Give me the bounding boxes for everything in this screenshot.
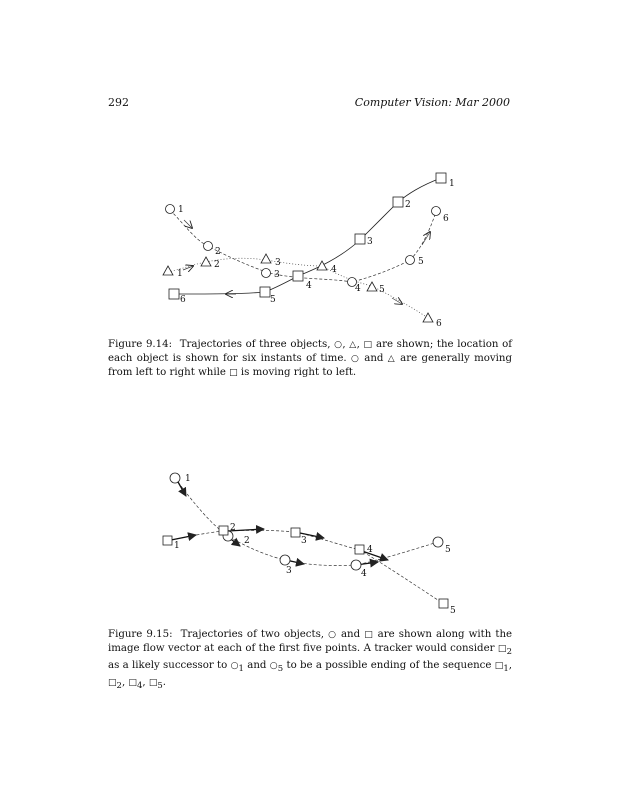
square-symbol-icon: □ xyxy=(128,678,137,689)
circle-label: 1 xyxy=(185,474,191,484)
circle-marker xyxy=(170,473,180,483)
subscript: 1 xyxy=(503,664,509,675)
square-symbol-icon: □ xyxy=(108,678,117,689)
subscript: 1 xyxy=(238,664,244,675)
caption-text: are generally moving from left to right while xyxy=(108,353,513,378)
square-symbol-icon: □ xyxy=(229,368,238,378)
caption-figure-number: Figure 9.14: xyxy=(108,339,173,350)
square-label: 5 xyxy=(270,295,276,305)
circle-symbol-icon: ○ xyxy=(269,661,278,672)
figure-9-15-caption: Figure 9.15: Trajectories of two objects, ○ and □ are shown along with the image flow vector at each of the first five points. A tracker would consider $□_2$ as a likely successor to $○_1$ and $○_5$ to be a possible ending of the sequence $□_1$, $□_2$, $□_4$, $□_5$. xyxy=(108,629,513,692)
caption-text: are shown along with the image flow vector at each of the first five points. A tracker would consider xyxy=(108,629,513,654)
triangle-label: 2 xyxy=(214,260,220,270)
circle-trajectory-path xyxy=(175,478,438,565)
flow-vector xyxy=(362,551,388,560)
square-symbol-icon: □ xyxy=(148,678,158,689)
triangle-marker xyxy=(367,282,377,291)
square-label: 1 xyxy=(174,541,180,551)
page-number: 292 xyxy=(108,96,129,109)
square-marker xyxy=(260,287,270,297)
square-marker xyxy=(293,271,303,281)
caption-figure-number: Figure 9.15: xyxy=(108,629,173,640)
flow-vector xyxy=(171,535,196,540)
square-label: 2 xyxy=(244,536,250,546)
circle-symbol-icon: ○ xyxy=(230,661,239,672)
square-label: 3 xyxy=(367,237,373,247)
square-label: 4 xyxy=(367,545,373,555)
figure-9-14 xyxy=(163,173,455,329)
triangle-trajectory-path xyxy=(168,258,428,318)
circle-label: 5 xyxy=(445,545,451,555)
square-trajectory-path xyxy=(174,178,441,294)
square-label: 1 xyxy=(449,179,455,189)
square-label: 5 xyxy=(450,606,456,616)
triangle-symbol-icon: △ xyxy=(349,340,357,350)
circle-marker xyxy=(351,560,361,570)
circle-label: 3 xyxy=(286,566,292,576)
square-label: 3 xyxy=(301,536,307,546)
circle-label: 3 xyxy=(274,270,280,280)
square-label: 4 xyxy=(306,281,312,291)
circle-label: 2 xyxy=(230,523,236,533)
caption-text: are shown; the location of each object is shown for six instants of time. xyxy=(108,339,512,364)
caption-text: and xyxy=(364,353,384,364)
figure-9-15 xyxy=(163,473,456,616)
circle-symbol-icon: ○ xyxy=(328,630,337,640)
square-marker xyxy=(355,234,365,244)
square-label: 2 xyxy=(405,200,411,210)
circle-marker xyxy=(262,269,271,278)
triangle-marker xyxy=(163,266,173,275)
circle-label: 6 xyxy=(443,214,449,224)
square-marker xyxy=(355,545,364,554)
square-symbol-icon: □ xyxy=(364,630,374,640)
square-marker xyxy=(163,536,172,545)
circle-marker xyxy=(406,256,415,265)
caption-text: is moving right to left. xyxy=(240,367,357,378)
caption-text: as a likely successor to xyxy=(108,660,228,672)
square-symbol-icon: □ xyxy=(363,340,373,350)
circle-marker xyxy=(432,207,441,216)
square-symbol-icon: □ xyxy=(494,661,504,672)
circle-symbol-icon: ○ xyxy=(334,340,343,350)
circle-arrow-6 xyxy=(422,232,430,245)
subscript: 5 xyxy=(157,681,163,692)
caption-text: and xyxy=(340,629,361,640)
square-label: 6 xyxy=(180,295,186,305)
circle-marker xyxy=(204,242,213,251)
subscript: 2 xyxy=(116,681,122,692)
square-marker xyxy=(291,528,300,537)
circle-marker xyxy=(433,537,443,547)
figure-9-14-caption: Figure 9.14: Trajectories of three objects, ○, △, □ are shown; the location of each object is shown for six instants of time. ○ and △ are generally moving from left to right while □ is moving right to left. xyxy=(108,339,513,378)
circle-label: 1 xyxy=(178,205,184,215)
triangle-label: 4 xyxy=(331,265,337,275)
caption-text: Trajectories of three objects, xyxy=(179,339,331,350)
circle-label: 4 xyxy=(361,569,367,579)
triangle-label: 1 xyxy=(177,269,183,279)
square-marker xyxy=(439,599,448,608)
subscript: 5 xyxy=(277,664,284,675)
triangle-label: 5 xyxy=(379,285,385,295)
subscript: 2 xyxy=(506,647,512,658)
circle-label: 5 xyxy=(418,257,424,267)
circle-symbol-icon: ○ xyxy=(350,354,360,364)
circle-marker xyxy=(166,205,175,214)
circle-label: 4 xyxy=(355,284,361,294)
running-title: Computer Vision: Mar 2000 xyxy=(354,96,510,109)
triangle-marker xyxy=(261,254,271,263)
square-marker xyxy=(393,197,403,207)
triangle-symbol-icon: △ xyxy=(387,354,396,364)
square-marker xyxy=(169,289,179,299)
square-marker xyxy=(436,173,446,183)
caption-text: to be a possible ending of the sequence xyxy=(286,660,492,672)
square-marker xyxy=(219,526,228,535)
triangle-marker xyxy=(423,313,433,322)
triangle-label: 6 xyxy=(436,319,442,329)
caption-text: and xyxy=(247,660,267,672)
caption-text: Trajectories of two objects, xyxy=(180,629,325,640)
triangle-label: 3 xyxy=(275,258,281,268)
flow-vector xyxy=(178,482,186,496)
triangle-arrow-1 xyxy=(183,266,193,270)
circle-marker xyxy=(280,555,290,565)
square-symbol-icon: □ xyxy=(497,644,507,654)
circle-label: 2 xyxy=(215,247,221,257)
subscript: 4 xyxy=(136,681,143,692)
triangle-marker xyxy=(317,261,327,270)
